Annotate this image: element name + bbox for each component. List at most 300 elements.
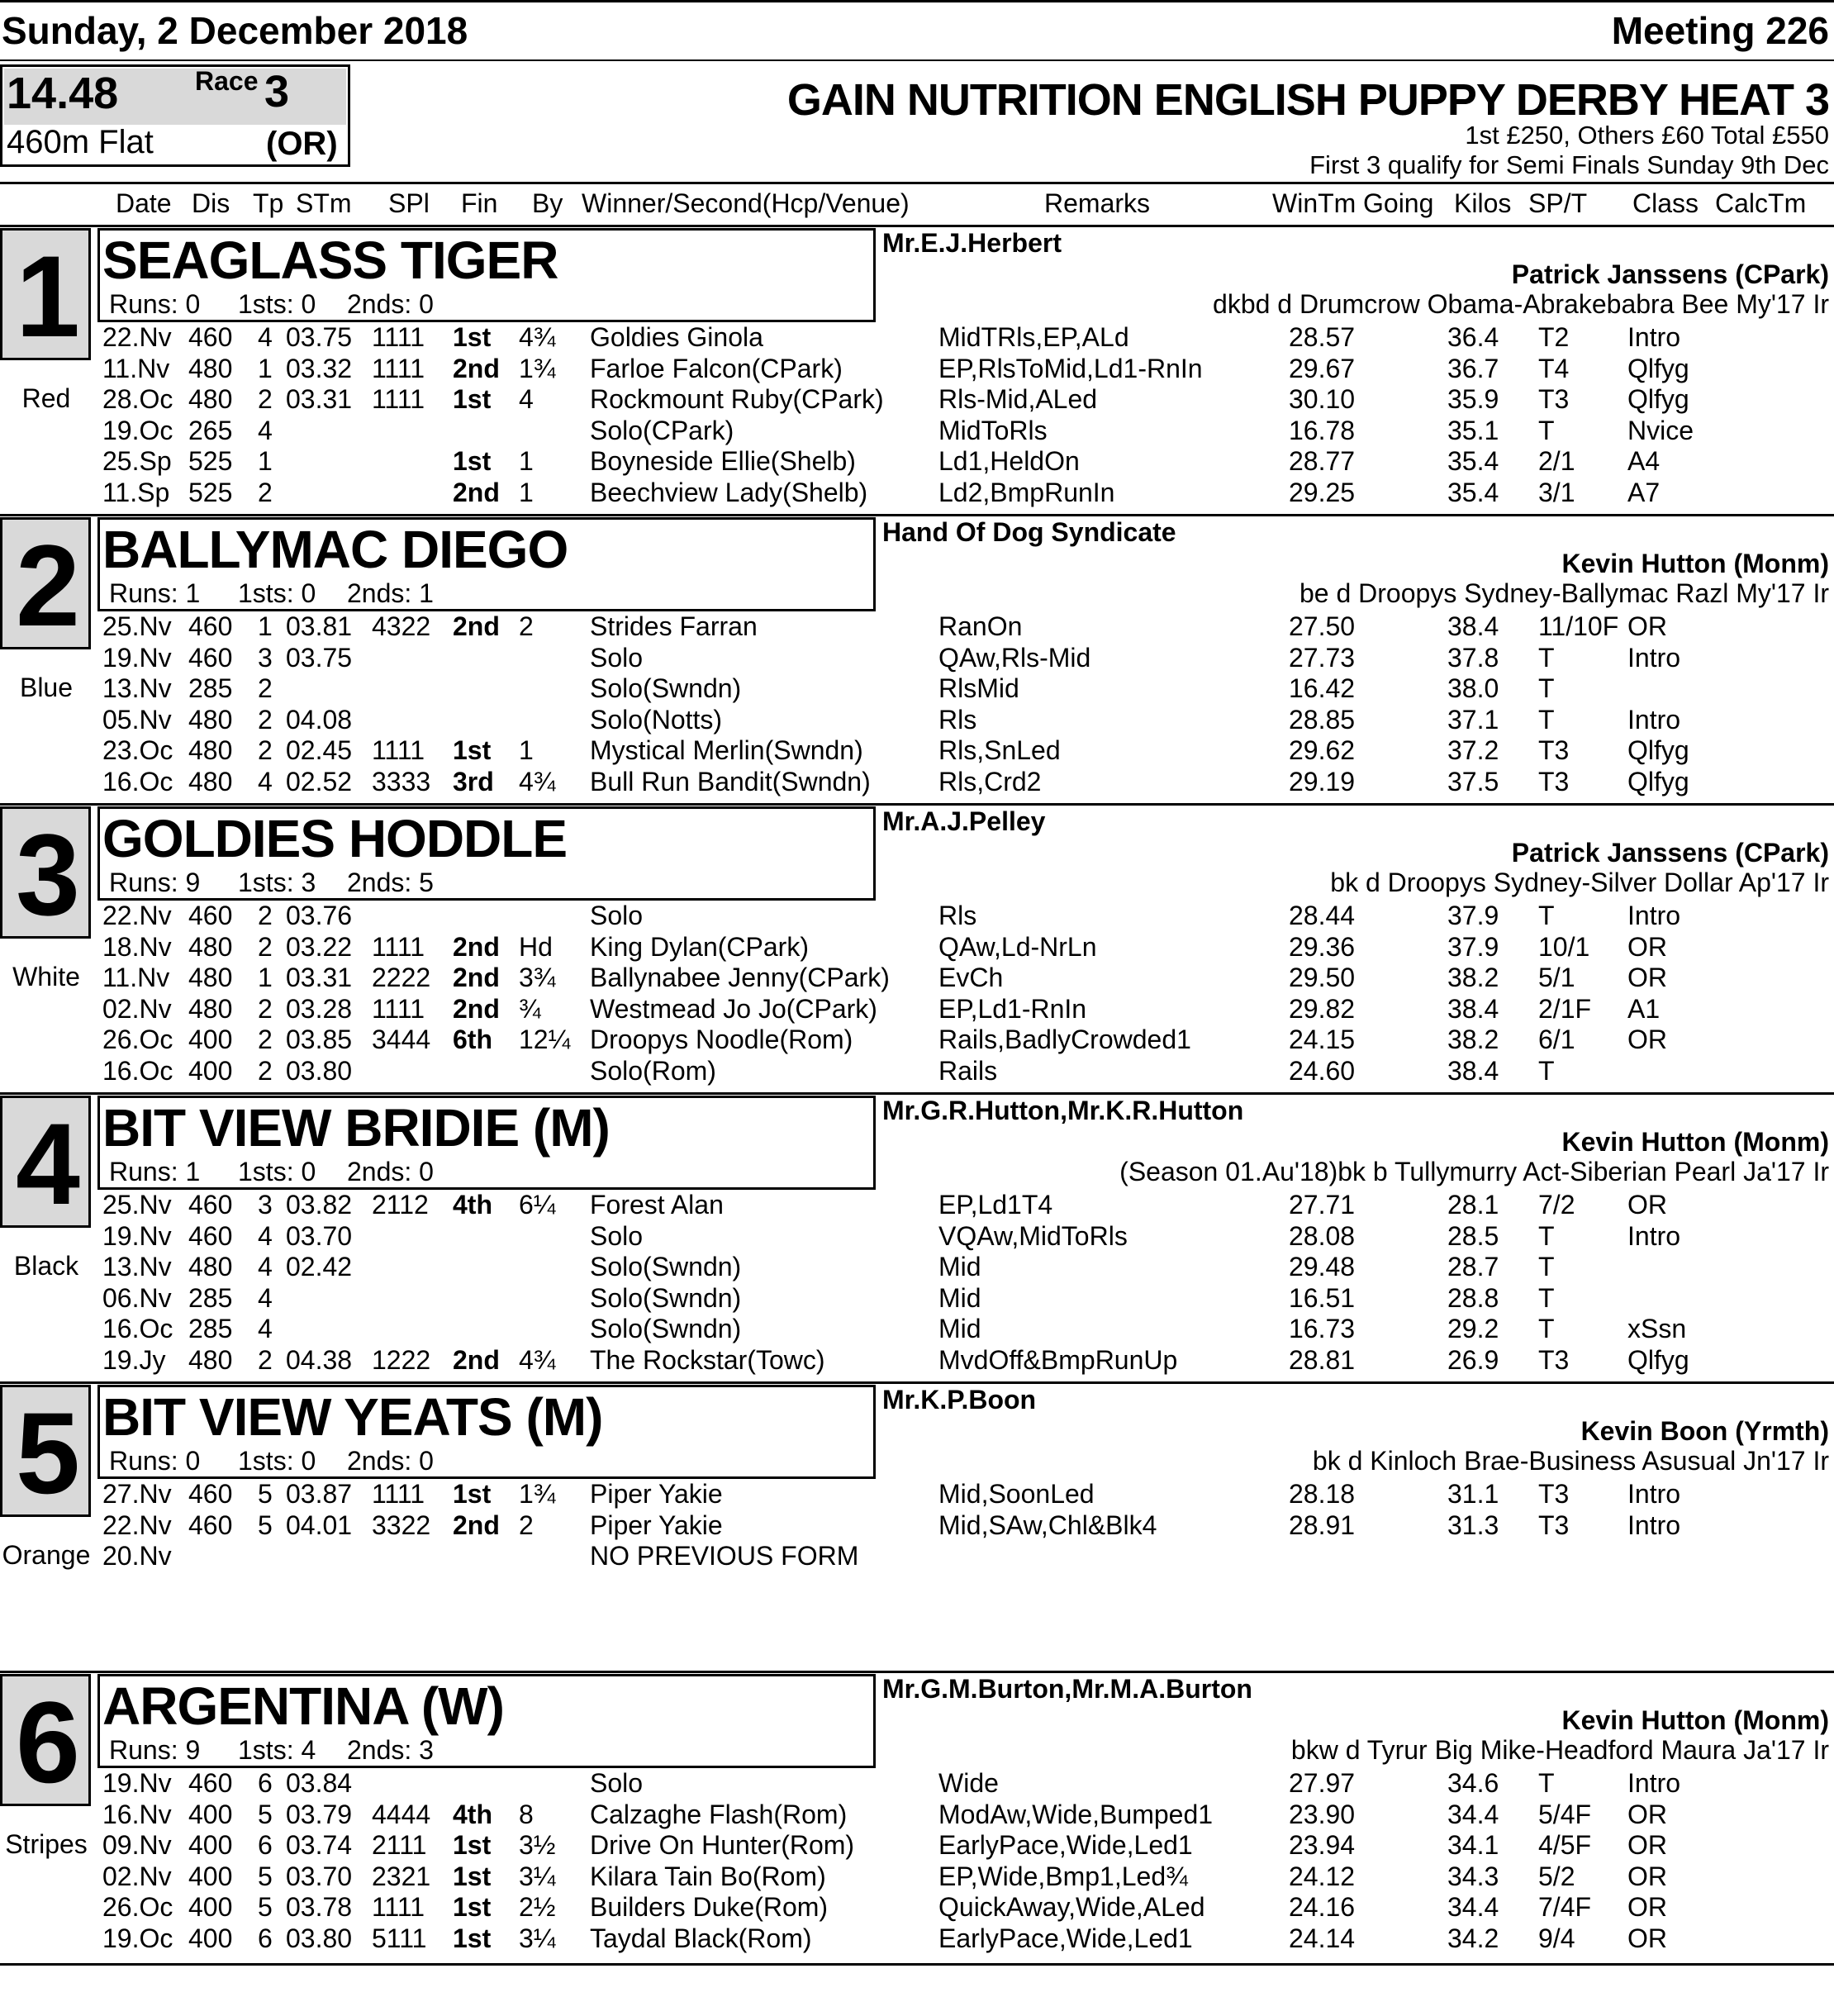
form-sectional: 03.76 — [286, 901, 353, 930]
form-date: 11.Nv — [102, 963, 170, 992]
dog-owner: Mr.G.M.Burton,Mr.M.A.Burton — [882, 1674, 1252, 1704]
trap-number: 3 — [16, 810, 80, 939]
form-date: 16.Oc — [102, 1314, 173, 1343]
form-remarks: Rls,Crd2 — [938, 766, 1042, 796]
form-class: Qlfyg — [1627, 384, 1689, 414]
col-sp: SP/T — [1528, 188, 1588, 218]
form-sp: T3 — [1538, 1479, 1570, 1509]
form-winner: Farloe Falcon(CPark) — [590, 353, 843, 383]
form-winner: Calzaghe Flash(Rom) — [590, 1799, 848, 1829]
form-trap: 2 — [258, 735, 273, 765]
form-split: 5111 — [372, 1923, 427, 1953]
runner-block-trap-1 — [0, 228, 1834, 509]
form-kilos: 34.4 — [1447, 1799, 1499, 1829]
trap-color: Red — [21, 383, 71, 413]
form-sectional: 03.32 — [286, 353, 353, 383]
col-going: Going — [1363, 188, 1434, 218]
form-date: 16.Oc — [102, 1055, 173, 1086]
form-by: 1 — [519, 477, 534, 507]
form-win-time: 23.90 — [1289, 1799, 1356, 1829]
form-finish: 4th — [453, 1190, 492, 1220]
runner-rule — [0, 1092, 1834, 1095]
dog-trainer: Kevin Hutton (Monm) — [1561, 549, 1829, 578]
form-sp: T — [1538, 1252, 1555, 1281]
form-trap: 1 — [258, 446, 273, 476]
runner-block-trap-4 — [0, 1096, 1834, 1376]
form-kilos: 35.4 — [1447, 446, 1499, 476]
form-trap: 4 — [258, 766, 273, 796]
form-sp: 2/1F — [1538, 993, 1592, 1024]
runs-count: Runs: 0 — [109, 289, 201, 319]
form-remarks: EvCh — [938, 963, 1004, 992]
form-kilos: 31.1 — [1447, 1479, 1499, 1509]
form-class: OR — [1627, 1861, 1667, 1891]
form-distance: 460 — [188, 1479, 233, 1509]
form-distance: 400 — [188, 1055, 233, 1086]
form-class: Intro — [1627, 901, 1681, 930]
form-by: 1¾ — [519, 1479, 556, 1509]
form-sectional: 03.80 — [286, 1055, 353, 1086]
form-date: 19.Nv — [102, 642, 172, 673]
form-winner: Solo — [590, 901, 644, 930]
form-finish: 2nd — [453, 353, 500, 383]
form-win-time: 28.85 — [1289, 704, 1356, 735]
form-kilos: 37.5 — [1447, 766, 1499, 796]
form-winner: Solo(Swndn) — [590, 673, 742, 703]
form-winner: Strides Farran — [590, 611, 758, 641]
form-trap: 2 — [258, 477, 273, 507]
form-win-time: 28.08 — [1289, 1220, 1356, 1251]
form-sp: 4/5F — [1538, 1830, 1592, 1860]
runner-rule — [0, 514, 1834, 516]
form-win-time: 24.15 — [1289, 1025, 1356, 1054]
trap-number: 6 — [16, 1677, 80, 1807]
race-time: 14.48 — [7, 69, 119, 118]
col-winner: Winner/Second(Hcp/Venue) — [582, 188, 910, 218]
form-remarks: QuickAway,Wide,ALed — [938, 1892, 1205, 1922]
form-trap: 4 — [258, 1282, 273, 1313]
dog-name: ARGENTINA (W) — [102, 1676, 504, 1736]
form-remarks: Rls,SnLed — [938, 735, 1061, 765]
form-win-time: 29.25 — [1289, 477, 1356, 507]
form-date: 20.Nv — [102, 1541, 172, 1571]
form-remarks: Mid — [938, 1252, 981, 1281]
form-winner: Piper Yakie — [590, 1510, 723, 1540]
form-remarks: MvdOff&BmpRunUp — [938, 1344, 1178, 1375]
form-by: 2 — [519, 1510, 534, 1540]
dog-record — [109, 1157, 434, 1187]
form-trap: 5 — [258, 1861, 273, 1891]
form-distance: 400 — [188, 1025, 233, 1054]
form-distance: 285 — [188, 673, 233, 703]
form-date: 06.Nv — [102, 1282, 172, 1313]
form-win-time: 24.16 — [1289, 1892, 1356, 1922]
form-class: Intro — [1627, 322, 1681, 352]
col-date: Date — [116, 188, 172, 218]
form-remarks: Mid — [938, 1314, 981, 1343]
dog-name: BALLYMAC DIEGO — [102, 520, 568, 579]
form-win-time: 28.18 — [1289, 1479, 1356, 1509]
form-sp: T — [1538, 1282, 1555, 1313]
form-finish: 2nd — [453, 1344, 500, 1375]
form-kilos: 34.2 — [1447, 1923, 1499, 1953]
form-distance: 460 — [188, 611, 233, 641]
form-sp: 6/1 — [1538, 1025, 1575, 1054]
form-kilos: 38.4 — [1447, 993, 1499, 1024]
runner-block-trap-2 — [0, 517, 1834, 798]
form-split: 1111 — [372, 353, 425, 383]
form-remarks: QAw,Rls-Mid — [938, 642, 1091, 673]
col-stm: STm — [296, 188, 352, 218]
form-distance: 480 — [188, 384, 233, 414]
form-sp: 7/2 — [1538, 1190, 1575, 1220]
dog-breeding: (Season 01.Au'18)bk b Tullymurry Act-Siberian Pearl Ja'17 Ir — [1119, 1157, 1829, 1186]
form-date: 09.Nv — [102, 1830, 172, 1860]
dog-name: BIT VIEW BRIDIE (M) — [102, 1098, 610, 1158]
col-wintm: WinTm — [1272, 188, 1356, 218]
form-by: 8 — [519, 1799, 534, 1829]
firsts-count: 1sts: 4 — [238, 1735, 316, 1765]
form-kilos: 35.4 — [1447, 477, 1499, 507]
form-distance: 480 — [188, 735, 233, 765]
form-sectional: 03.84 — [286, 1768, 353, 1798]
form-by: 3½ — [519, 1830, 556, 1860]
form-date: 23.Oc — [102, 735, 173, 765]
seconds-count: 2nds: 0 — [347, 289, 434, 319]
form-finish: 3rd — [453, 766, 494, 796]
form-distance: 480 — [188, 993, 233, 1024]
form-sp: T3 — [1538, 1344, 1570, 1375]
form-win-time: 29.36 — [1289, 931, 1356, 962]
form-date: 13.Nv — [102, 1252, 172, 1281]
form-finish: 1st — [453, 1830, 492, 1860]
form-class: OR — [1627, 931, 1667, 962]
form-win-time: 29.50 — [1289, 963, 1356, 992]
trap-box — [0, 806, 91, 939]
form-distance: 480 — [188, 766, 233, 796]
trap-number: 1 — [16, 231, 80, 361]
form-sectional: 03.28 — [286, 993, 353, 1024]
race-number: 3 — [264, 67, 290, 116]
form-win-time: 27.71 — [1289, 1190, 1356, 1220]
form-win-time: 27.97 — [1289, 1768, 1356, 1798]
form-distance: 265 — [188, 415, 233, 445]
form-winner: Taydal Black(Rom) — [590, 1923, 812, 1953]
form-sectional: 03.80 — [286, 1923, 353, 1953]
form-split: 4444 — [372, 1799, 431, 1829]
form-winner: Solo — [590, 642, 644, 673]
form-sectional: 03.70 — [286, 1861, 353, 1891]
seconds-count: 2nds: 5 — [347, 868, 434, 897]
dog-record — [109, 868, 434, 898]
form-trap: 1 — [258, 611, 273, 641]
form-by: 3¼ — [519, 1861, 556, 1891]
form-remarks: VQAw,MidToRls — [938, 1220, 1128, 1251]
form-remarks: EP,RlsToMid,Ld1-RnIn — [938, 353, 1203, 383]
trap-box — [0, 1385, 91, 1517]
form-remarks: Rails,BadlyCrowded1 — [938, 1025, 1191, 1054]
form-split: 1111 — [372, 931, 425, 962]
form-winner: Mystical Merlin(Swndn) — [590, 735, 863, 765]
form-win-time: 16.78 — [1289, 415, 1356, 445]
form-date: 22.Nv — [102, 901, 172, 930]
form-kilos: 34.6 — [1447, 1768, 1499, 1798]
form-split: 1111 — [372, 384, 425, 414]
dog-record — [109, 578, 434, 609]
runner-block-trap-6 — [0, 1674, 1834, 1955]
form-sp: T — [1538, 673, 1555, 703]
form-by: ¾ — [519, 993, 541, 1024]
form-win-time: 24.12 — [1289, 1861, 1356, 1891]
trap-number: 5 — [16, 1388, 80, 1518]
form-date: 16.Nv — [102, 1799, 172, 1829]
form-sp: 5/1 — [1538, 963, 1575, 992]
form-remarks: Rls-Mid,ALed — [938, 384, 1098, 414]
dog-owner: Hand Of Dog Syndicate — [882, 517, 1176, 547]
col-tp: Tp — [253, 188, 284, 218]
trap-number: 2 — [16, 521, 80, 650]
form-sectional: 03.87 — [286, 1479, 353, 1509]
form-kilos: 34.1 — [1447, 1830, 1499, 1860]
form-class: OR — [1627, 1190, 1667, 1220]
trap-box — [0, 1096, 91, 1228]
firsts-count: 1sts: 0 — [238, 1446, 316, 1476]
form-split: 2321 — [372, 1861, 431, 1891]
form-win-time: 27.73 — [1289, 642, 1356, 673]
runner-rule — [0, 225, 1834, 227]
form-remarks: EP,Wide,Bmp1,Led¾ — [938, 1861, 1188, 1891]
runs-count: Runs: 1 — [109, 1157, 201, 1186]
form-winner: Droopys Noodle(Rom) — [590, 1025, 853, 1054]
form-remarks: MidToRls — [938, 415, 1048, 445]
form-sp: 10/1 — [1538, 931, 1590, 962]
form-sp: T — [1538, 642, 1555, 673]
form-split: 1222 — [372, 1344, 431, 1375]
seconds-count: 2nds: 3 — [347, 1735, 434, 1765]
form-win-time: 28.81 — [1289, 1344, 1356, 1375]
seconds-count: 2nds: 0 — [347, 1446, 434, 1476]
form-distance: 400 — [188, 1861, 233, 1891]
form-date: 25.Nv — [102, 611, 172, 641]
form-kilos: 29.2 — [1447, 1314, 1499, 1343]
form-split: 2111 — [372, 1830, 427, 1860]
dog-owner: Mr.K.P.Boon — [882, 1385, 1037, 1415]
form-sp: T — [1538, 415, 1555, 445]
form-finish: 2nd — [453, 963, 500, 992]
form-remarks: Mid,SoonLed — [938, 1479, 1095, 1509]
dog-owner: Mr.E.J.Herbert — [882, 228, 1062, 258]
form-winner: Builders Duke(Rom) — [590, 1892, 829, 1922]
dog-record — [109, 1446, 434, 1476]
runs-count: Runs: 9 — [109, 868, 201, 897]
form-distance: 480 — [188, 1252, 233, 1281]
form-trap: 6 — [258, 1768, 273, 1798]
form-class: Intro — [1627, 1768, 1681, 1798]
form-distance: 460 — [188, 322, 233, 352]
dog-owner: Mr.G.R.Hutton,Mr.K.R.Hutton — [882, 1096, 1244, 1125]
form-split: 4322 — [372, 611, 431, 641]
form-split: 1111 — [372, 1892, 425, 1922]
form-distance: 400 — [188, 1892, 233, 1922]
form-class: Intro — [1627, 1220, 1681, 1251]
form-kilos: 38.0 — [1447, 673, 1499, 703]
form-by: 1 — [519, 446, 534, 476]
form-remarks: Rls — [938, 901, 977, 930]
form-winner: Goldies Ginola — [590, 322, 763, 352]
form-class: Intro — [1627, 642, 1681, 673]
form-class: Qlfyg — [1627, 1344, 1689, 1375]
form-by: 1¾ — [519, 353, 556, 383]
form-sp: 3/1 — [1538, 477, 1575, 507]
form-trap: 5 — [258, 1892, 273, 1922]
form-date: 13.Nv — [102, 673, 172, 703]
race-grade: (OR) — [266, 126, 338, 162]
firsts-count: 1sts: 0 — [238, 578, 316, 608]
form-remarks: RanOn — [938, 611, 1023, 641]
form-kilos: 28.5 — [1447, 1220, 1499, 1251]
form-trap: 4 — [258, 1314, 273, 1343]
qualify-note: First 3 qualify for Semi Finals Sunday 9th Dec — [1309, 150, 1829, 179]
form-remarks: Rails — [938, 1055, 998, 1086]
form-kilos: 38.4 — [1447, 611, 1499, 641]
dog-trainer: Patrick Janssens (CPark) — [1511, 838, 1829, 868]
form-kilos: 28.7 — [1447, 1252, 1499, 1281]
form-distance: 460 — [188, 1220, 233, 1251]
form-sp: T — [1538, 1220, 1555, 1251]
form-trap: 2 — [258, 931, 273, 962]
header-rule — [0, 59, 1834, 61]
form-winner: The Rockstar(Towc) — [590, 1344, 825, 1375]
form-date: 25.Sp — [102, 446, 172, 476]
trap-box — [0, 1674, 91, 1806]
dog-name: BIT VIEW YEATS (M) — [102, 1387, 603, 1447]
runner-rule — [0, 803, 1834, 806]
form-sectional: 03.70 — [286, 1220, 353, 1251]
form-win-time: 16.51 — [1289, 1282, 1356, 1313]
form-distance: 480 — [188, 704, 233, 735]
dog-breeding: bk d Droopys Sydney-Silver Dollar Ap'17 Ir — [1330, 868, 1829, 897]
dog-breeding: dkbd d Drumcrow Obama-Abrakebabra Bee My'17 Ir — [1213, 289, 1829, 319]
form-kilos: 38.4 — [1447, 1055, 1499, 1086]
form-trap: 2 — [258, 901, 273, 930]
form-sp: T3 — [1538, 766, 1570, 796]
form-remarks: Mid,SAw,Chl&Blk4 — [938, 1510, 1157, 1540]
form-remarks: Ld1,HeldOn — [938, 446, 1080, 476]
form-kilos: 37.8 — [1447, 642, 1499, 673]
col-by: By — [532, 188, 563, 218]
form-sectional: 02.42 — [286, 1252, 353, 1281]
dog-trainer: Kevin Hutton (Monm) — [1561, 1127, 1829, 1157]
form-win-time: 28.91 — [1289, 1510, 1356, 1540]
dog-trainer: Patrick Janssens (CPark) — [1511, 259, 1829, 289]
form-class: Intro — [1627, 704, 1681, 735]
form-trap: 3 — [258, 1190, 273, 1220]
form-by: 6¼ — [519, 1190, 556, 1220]
form-split: 3322 — [372, 1510, 431, 1540]
runs-count: Runs: 0 — [109, 1446, 201, 1476]
form-sectional: 03.82 — [286, 1190, 353, 1220]
form-class: OR — [1627, 1923, 1667, 1953]
form-sp: T4 — [1538, 353, 1570, 383]
form-winner: Bull Run Bandit(Swndn) — [590, 766, 871, 796]
form-sp: T3 — [1538, 1510, 1570, 1540]
form-sectional: 04.08 — [286, 704, 353, 735]
form-class: OR — [1627, 1892, 1667, 1922]
form-kilos: 37.9 — [1447, 931, 1499, 962]
form-date: 26.Oc — [102, 1892, 173, 1922]
form-split: 1111 — [372, 322, 425, 352]
form-winner: Solo — [590, 1768, 644, 1798]
form-distance: 460 — [188, 642, 233, 673]
form-remarks: ModAw,Wide,Bumped1 — [938, 1799, 1214, 1829]
form-finish: 1st — [453, 1892, 492, 1922]
dog-trainer: Kevin Boon (Yrmth) — [1580, 1416, 1829, 1446]
form-winner: Kilara Tain Bo(Rom) — [590, 1861, 826, 1891]
form-sectional: 03.31 — [286, 963, 353, 992]
form-winner: Solo(Swndn) — [590, 1282, 742, 1313]
firsts-count: 1sts: 0 — [238, 1157, 316, 1186]
seconds-count: 2nds: 0 — [347, 1157, 434, 1186]
form-kilos: 37.9 — [1447, 901, 1499, 930]
runner-rule — [0, 1671, 1834, 1673]
meeting-number: Meeting 226 — [1611, 9, 1829, 52]
form-by: 1 — [519, 735, 534, 765]
form-sectional: 03.79 — [286, 1799, 353, 1829]
form-kilos: 36.7 — [1447, 353, 1499, 383]
form-winner: Solo(CPark) — [590, 415, 734, 445]
race-label: Race — [195, 66, 259, 96]
form-winner: King Dylan(CPark) — [590, 931, 809, 962]
form-sectional: 04.01 — [286, 1510, 353, 1540]
form-finish: 2nd — [453, 1510, 500, 1540]
form-trap: 2 — [258, 673, 273, 703]
trap-number: 4 — [16, 1099, 80, 1229]
form-finish: 2nd — [453, 993, 500, 1024]
form-class: OR — [1627, 1830, 1667, 1860]
form-kilos: 38.2 — [1447, 1025, 1499, 1054]
form-kilos: 35.9 — [1447, 384, 1499, 414]
prize-money: 1st £250, Others £60 Total £550 — [1465, 121, 1829, 150]
form-win-time: 29.19 — [1289, 766, 1356, 796]
dog-trainer: Kevin Hutton (Monm) — [1561, 1705, 1829, 1735]
form-finish: 1st — [453, 322, 492, 352]
form-kilos: 28.8 — [1447, 1282, 1499, 1313]
form-distance: 285 — [188, 1282, 233, 1313]
dog-owner: Mr.A.J.Pelley — [882, 806, 1046, 836]
form-win-time: 28.44 — [1289, 901, 1356, 930]
form-date: 16.Oc — [102, 766, 173, 796]
form-by: 4¾ — [519, 322, 556, 352]
form-sectional: 03.78 — [286, 1892, 353, 1922]
form-finish: 2nd — [453, 931, 500, 962]
form-win-time: 24.14 — [1289, 1923, 1356, 1953]
form-win-time: 24.60 — [1289, 1055, 1356, 1086]
form-by: 3¾ — [519, 963, 556, 992]
form-class: OR — [1627, 1799, 1667, 1829]
form-win-time: 29.62 — [1289, 735, 1356, 765]
form-sp: 7/4F — [1538, 1892, 1592, 1922]
form-class: Nvice — [1627, 415, 1694, 445]
form-sp: 2/1 — [1538, 446, 1575, 476]
form-kilos: 38.2 — [1447, 963, 1499, 992]
form-sp: T — [1538, 704, 1555, 735]
form-trap: 5 — [258, 1479, 273, 1509]
form-trap: 4 — [258, 415, 273, 445]
footer-box — [0, 1963, 1834, 2016]
form-remarks: Ld2,BmpRunIn — [938, 477, 1115, 507]
dog-breeding: bkw d Tyrur Big Mike-Headford Maura Ja'17 Ir — [1290, 1735, 1829, 1765]
form-class: Intro — [1627, 1510, 1681, 1540]
